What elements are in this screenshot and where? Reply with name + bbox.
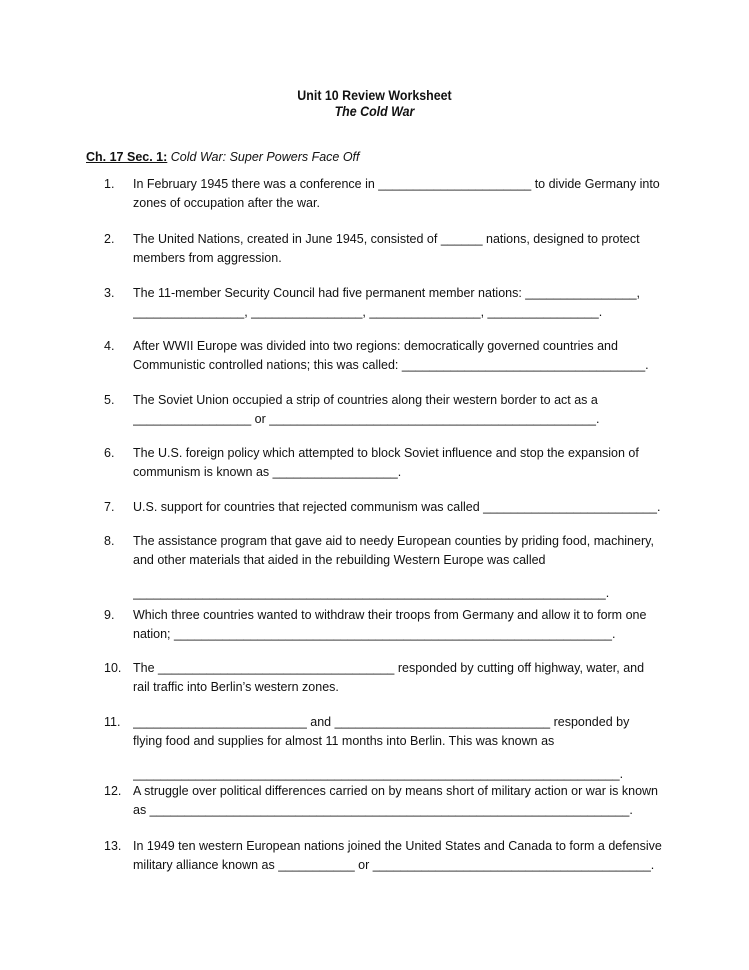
question-line: military alliance known as ___________ or ________________________________________. <box>133 858 655 872</box>
question-line: The Soviet Union occupied a strip of countries along their western border to act as a <box>133 393 598 407</box>
question-line: _________________ or _______________________________________________. <box>133 412 600 426</box>
question-number: 3. <box>104 286 115 300</box>
question-text <box>133 713 674 784</box>
question-line: The __________________________________ responded by cutting off highway, water, and <box>133 661 645 675</box>
question-item <box>104 837 674 875</box>
question-text <box>133 391 674 429</box>
question-number: 5. <box>104 393 115 407</box>
question-line: Communistic controlled nations; this was called: ___________________________________. <box>133 358 649 372</box>
question-number: 7. <box>104 500 115 514</box>
question-number: 8. <box>104 534 115 548</box>
worksheet-title: Unit 10 Review Worksheet <box>297 88 452 103</box>
question-number: 1. <box>104 177 115 191</box>
question-line: A struggle over political differences carried on by means short of military action or war is known <box>133 784 659 798</box>
question-number: 12. <box>104 784 122 798</box>
question-line: Which three countries wanted to withdraw their troops from Germany and allow it to form one <box>133 608 647 622</box>
question-number: 6. <box>104 446 115 460</box>
question-text <box>133 532 674 603</box>
question-item <box>104 782 674 820</box>
question-number: 11. <box>104 715 121 729</box>
question-item <box>104 391 674 429</box>
question-text <box>133 444 674 482</box>
question-line: U.S. support for countries that rejected communism was called _________________________. <box>133 500 661 514</box>
question-item <box>104 444 674 482</box>
question-text <box>133 837 674 875</box>
question-item <box>104 713 674 784</box>
question-line: The 11-member Security Council had five permanent member nations: ________________, <box>133 286 641 300</box>
section-label: Ch. 17 Sec. 1: <box>86 150 168 164</box>
worksheet-subtitle: The Cold War <box>334 104 415 119</box>
question-line: In February 1945 there was a conference in ______________________ to divide Germany into <box>133 177 660 191</box>
question-line: After WWII Europe was divided into two regions: democratically governed countries and <box>133 339 618 353</box>
question-line: ________________, ________________, ________________, ________________. <box>133 305 603 319</box>
question-item <box>104 498 674 517</box>
question-item <box>104 230 674 268</box>
question-text <box>133 606 674 644</box>
question-line: ____________________________________________________________________. <box>133 586 610 600</box>
question-text <box>133 175 674 213</box>
question-line: The assistance program that gave aid to needy European counties by priding food, machinery, <box>133 534 654 548</box>
question-line: zones of occupation after the war. <box>133 196 320 210</box>
question-text <box>133 284 674 322</box>
question-number: 4. <box>104 339 115 353</box>
question-number: 2. <box>104 232 115 246</box>
question-item <box>104 337 674 375</box>
question-line: The United Nations, created in June 1945, consisted of ______ nations, designed to protect <box>133 232 640 246</box>
question-line: flying food and supplies for almost 11 months into Berlin. This was known as <box>133 734 555 748</box>
question-number: 13. <box>104 839 122 853</box>
question-line: In 1949 ten western European nations joined the United States and Canada to form a defensive <box>133 839 662 853</box>
question-text <box>133 337 674 375</box>
question-line: _________________________ and _______________________________ responded by <box>133 715 630 729</box>
question-item <box>104 175 674 213</box>
question-item <box>104 659 674 697</box>
section-heading <box>86 149 360 165</box>
question-line: communism is known as __________________. <box>133 465 402 479</box>
question-line: The U.S. foreign policy which attempted to block Soviet influence and stop the expansion of <box>133 446 639 460</box>
question-text <box>133 230 674 268</box>
question-line: members from aggression. <box>133 251 282 265</box>
question-line: nation; _______________________________________________________________. <box>133 627 616 641</box>
question-item <box>104 532 674 603</box>
question-line: as _____________________________________________________________________. <box>133 803 633 817</box>
section-subtitle: Cold War: Super Powers Face Off <box>170 150 360 164</box>
question-line: rail traffic into Berlin’s western zones. <box>133 680 339 694</box>
question-item <box>104 606 674 644</box>
question-text <box>133 659 674 697</box>
question-line: ______________________________________________________________________. <box>133 767 624 781</box>
question-text <box>133 782 674 820</box>
question-number: 9. <box>104 608 115 622</box>
question-number: 10. <box>104 661 122 675</box>
question-text <box>133 498 674 517</box>
question-line: and other materials that aided in the rebuilding Western Europe was called <box>133 553 546 567</box>
question-item <box>104 284 674 322</box>
